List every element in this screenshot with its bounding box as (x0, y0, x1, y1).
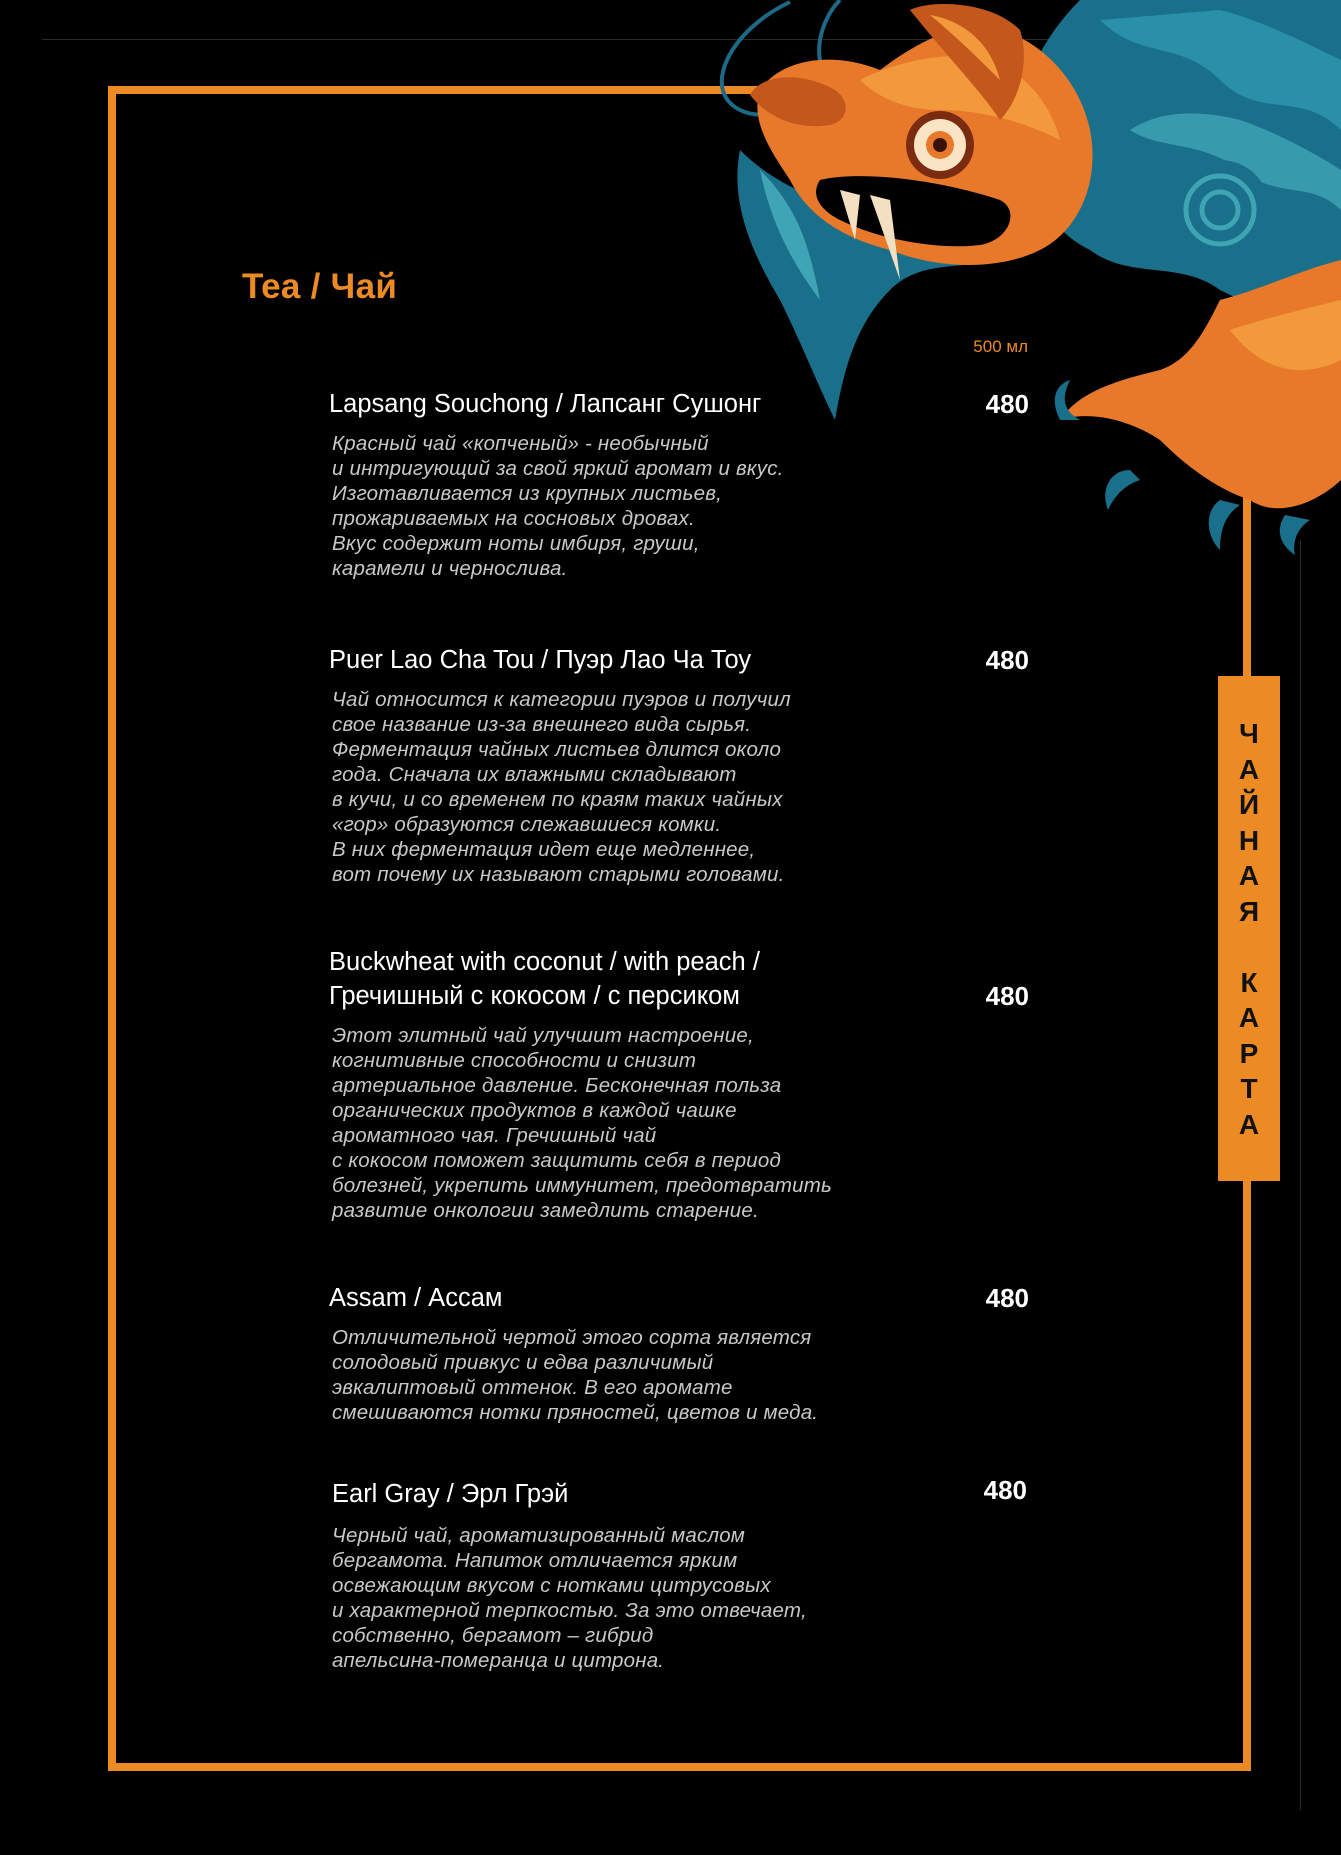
item-price: 480 (985, 645, 1029, 675)
right-divider (1300, 540, 1301, 1810)
description-line: Отличительной чертой этого сорта является (332, 1326, 812, 1349)
menu-item (329, 945, 1029, 1223)
section-title: Tea / Чай (242, 267, 398, 306)
item-price: 480 (985, 1283, 1029, 1313)
menu-item (329, 643, 1029, 887)
description-line: развитие онкологии замедлить старение. (332, 1199, 759, 1222)
description-line: Чай относится к категории пуэров и получил (332, 688, 791, 711)
menu-item (329, 1477, 1029, 1673)
side-tab-letter: Н (1238, 824, 1260, 856)
side-tab-label (1218, 716, 1280, 1142)
description-line: Этот элитный чай улучшит настроение, (332, 1024, 754, 1047)
description-line: органических продуктов в каждой чашке (332, 1099, 737, 1122)
description-line: вот почему их называют старыми головами. (332, 863, 785, 886)
side-tab-letter (1218, 929, 1280, 965)
side-tab-letter: А (1238, 860, 1260, 891)
side-tab-letter: Т (1240, 1073, 1258, 1104)
description-line: апельсина-померанца и цитрона. (332, 1649, 665, 1672)
side-tab-letter: К (1240, 966, 1258, 998)
item-name: Earl Gray / Эрл Грэй (332, 1480, 569, 1508)
item-name: Puer Lao Cha Tou / Пуэр Лао Ча Тоу (329, 646, 752, 674)
menu-item (329, 1281, 1029, 1425)
description-line: с кокосом поможет защитить себя в период (332, 1149, 782, 1172)
item-description (332, 1523, 872, 1673)
description-line: прожариваемых на сосновых дровах. (332, 507, 695, 530)
description-line: эвкалиптовый оттенок. В его аромате (332, 1376, 733, 1399)
description-line: артериальное давление. Бесконечная польза (332, 1074, 782, 1097)
side-tab-letter: А (1238, 1002, 1260, 1033)
description-line: Изготавливается из крупных листьев, (332, 482, 723, 505)
description-line: ароматного чая. Гречишный чай (332, 1124, 657, 1147)
description-line: смешиваются нотки пряностей, цветов и меда. (332, 1401, 819, 1424)
item-price: 480 (985, 389, 1029, 419)
description-line: бергамота. Напиток отличается ярким (332, 1549, 738, 1572)
description-line: и интригующий за свой яркий аромат и вкус. (332, 457, 784, 480)
description-line: года. Сначала их влажными складывают (332, 763, 737, 786)
item-name: Buckwheat with coconut / with peach / Гречишный с кокосом / с персиком (329, 948, 760, 1010)
side-tab-letter: Ч (1239, 718, 1259, 749)
item-name: Assam / Ассам (329, 1284, 503, 1312)
side-tab-letter: А (1238, 753, 1260, 785)
description-line: Вкус содержит ноты имбиря, груши, (332, 532, 700, 555)
side-tab-letter: Й (1238, 789, 1260, 820)
description-line: солодовый привкус и едва различимый (332, 1351, 714, 1374)
item-description (332, 1023, 872, 1223)
description-line: болезней, укрепить иммунитет, предотвратить (332, 1174, 832, 1197)
item-description (332, 687, 872, 887)
item-description (332, 431, 872, 581)
volume-label: 500 мл (973, 337, 1028, 356)
item-name: Lapsang Souchong / Лапсанг Сушонг (329, 390, 762, 418)
item-price: 480 (983, 1475, 1027, 1505)
description-line: свое название из-за внешнего вида сырья. (332, 713, 752, 736)
description-line: карамели и чернослива. (332, 557, 568, 580)
description-line: В них ферментация идет еще медленнее, (332, 838, 756, 861)
side-tab (1218, 676, 1280, 1181)
description-line: собственно, бергамот – гибрид (332, 1624, 654, 1647)
description-line: когнитивные способности и снизит (332, 1049, 697, 1072)
side-tab-letter: Я (1238, 895, 1260, 927)
menu-item (329, 387, 1029, 581)
side-tab-letter: Р (1239, 1037, 1259, 1069)
description-line: «гор» образуются слежавшиеся комки. (332, 813, 722, 836)
description-line: освежающим вкусом с нотками цитрусовых (332, 1574, 771, 1597)
description-line: Черный чай, ароматизированный маслом (332, 1524, 746, 1547)
item-description (332, 1325, 872, 1425)
description-line: Красный чай «копченый» - необычный (332, 432, 709, 455)
item-price: 480 (985, 981, 1029, 1011)
side-tab-letter: А (1238, 1108, 1260, 1140)
description-line: Ферментация чайных листьев длится около (332, 738, 782, 761)
description-line: и характерной терпкостью. За это отвечает, (332, 1599, 807, 1622)
description-line: в кучи, и со временем по краям таких чайных (332, 788, 783, 811)
